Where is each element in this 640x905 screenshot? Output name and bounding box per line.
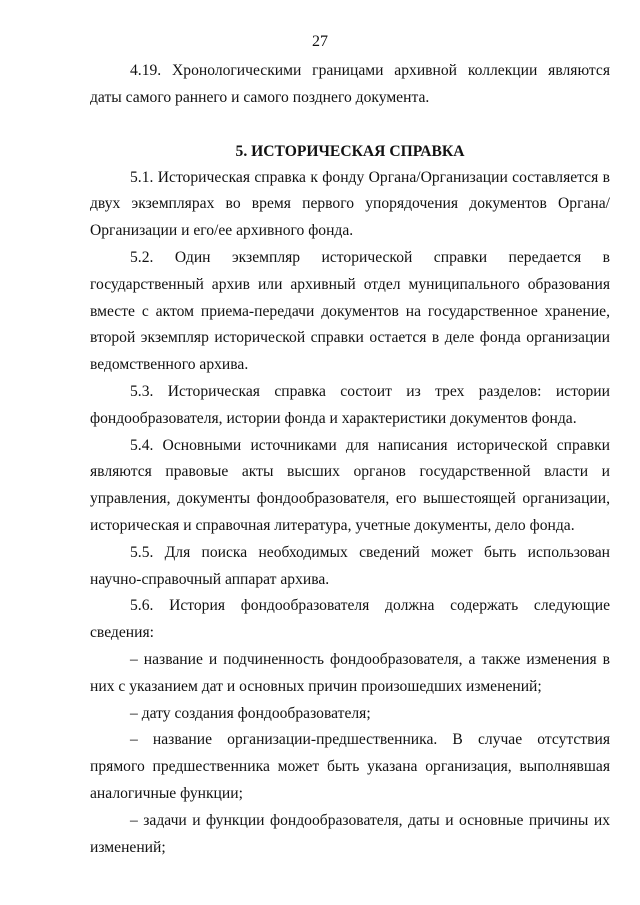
paragraph-5-1: 5.1. Историческая справка к фонду Органа/Организации составляется в двух экземплярах во время первого упорядочения документов Органа/Организации и его/ее архивного фонда. — [90, 168, 610, 240]
paragraph-5-4: 5.4. Основными источниками для написания исторической справки являются правовые акты высших органов государственной власти и управления, документы фондообразователя, его вышестоящей организации, историческая и справочная литература, учетные документы, дело фонда. — [90, 436, 610, 534]
paragraph-5-5: 5.5. Для поиска необходимых сведений может быть использован научно-справочный аппарат архива. — [90, 543, 610, 588]
list-item-1: – название и подчиненность фондообразователя, а также изменения в них с указанием дат и основных причин произошедших изменений; — [90, 650, 610, 695]
document-body — [90, 58, 610, 861]
section-heading: 5. ИСТОРИЧЕСКАЯ СПРАВКА — [235, 142, 465, 160]
list-item-4: – задачи и функции фондообразователя, даты и основные причины их изменений; — [90, 811, 610, 856]
paragraph-5-2: 5.2. Один экземпляр исторической справки передается в государственный архив или архивный отдел муниципального образования вместе с актом приема-передачи документов на государственное хранение, второй экземпляр исторической справки остается в деле фонда организации ведомственного архива. — [90, 248, 610, 374]
list-item-2: – дату создания фондообразователя; — [130, 704, 371, 722]
list-item-3: – название организации-предшественника. В случае отсутствия прямого предшественника может быть указана организация, выполнявшая аналогичные функции; — [90, 731, 610, 802]
paragraph-4-19: 4.19. Хронологическими границами архивной коллекции являются даты самого раннего и самого позднего документа. — [90, 62, 610, 106]
page-number: 27 — [312, 33, 328, 50]
paragraph-5-3: 5.3. Историческая справка состоит из трех разделов: истории фондообразователя, истории фонда и характеристики документов фонда. — [90, 382, 610, 427]
paragraph-5-6: 5.6. История фондообразователя должна содержать следующие сведения: — [90, 597, 610, 642]
